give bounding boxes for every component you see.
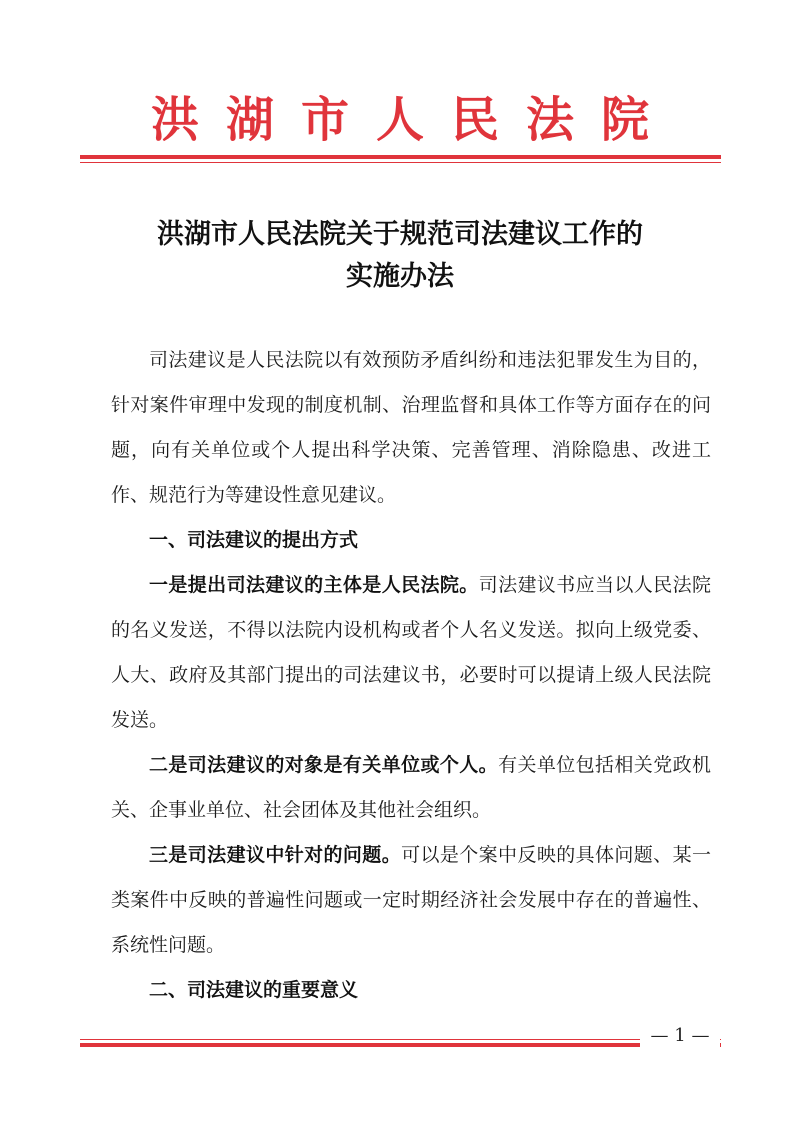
section-1-item-3 xyxy=(111,833,711,968)
item-1-text: 司法建议书应当以人民法院的名义发送，不得以法院内设机构或者个人名义发送。拟向上级党委、人大、政府及其部门提出的司法建议书，必要时可以提请上级人民法院发送。 xyxy=(111,574,711,731)
document-title xyxy=(80,214,720,298)
item-3-text: 可以是个案中反映的具体问题、某一类案件中反映的普遍性问题或一定时期经济社会发展中存在的普遍性、系统性问题。 xyxy=(111,844,711,956)
section-1-item-1 xyxy=(111,563,711,743)
section-2-heading: 二、司法建议的重要意义 xyxy=(149,979,359,1001)
masthead-rule-thick xyxy=(80,155,721,159)
intro-paragraph: 司法建议是人民法院以有效预防矛盾纠纷和违法犯罪发生为目的，针对案件审理中发现的制度机制、治理监督和具体工作等方面存在的问题，向有关单位或个人提出科学决策、完善管理、消除隐患、改进工作、规范行为等建设性意见建议。 xyxy=(111,349,711,506)
footer-rule-thick xyxy=(80,1043,721,1047)
item-3-lead: 三是司法建议中针对的问题。 xyxy=(149,844,402,866)
masthead-rule-thin xyxy=(80,162,721,163)
page-number: — 1 — xyxy=(640,1024,720,1048)
section-1-item-2 xyxy=(111,743,711,833)
item-2-text: 有关单位包括相关党政机关、企事业单位、社会团体及其他社会组织。 xyxy=(111,754,711,821)
section-1-heading: 一、司法建议的提出方式 xyxy=(149,529,359,551)
footer-rule-thin xyxy=(80,1039,721,1040)
document-body xyxy=(111,338,711,1013)
document-title-line-1: 洪湖市人民法院关于规范司法建议工作的 xyxy=(157,219,643,250)
document-title-line-2: 实施办法 xyxy=(346,261,454,292)
masthead-court-name: 洪湖市人民法院 xyxy=(150,92,676,148)
item-2-lead: 二是司法建议的对象是有关单位或个人。 xyxy=(149,754,499,776)
item-1-lead: 一是提出司法建议的主体是人民法院。 xyxy=(149,574,479,596)
